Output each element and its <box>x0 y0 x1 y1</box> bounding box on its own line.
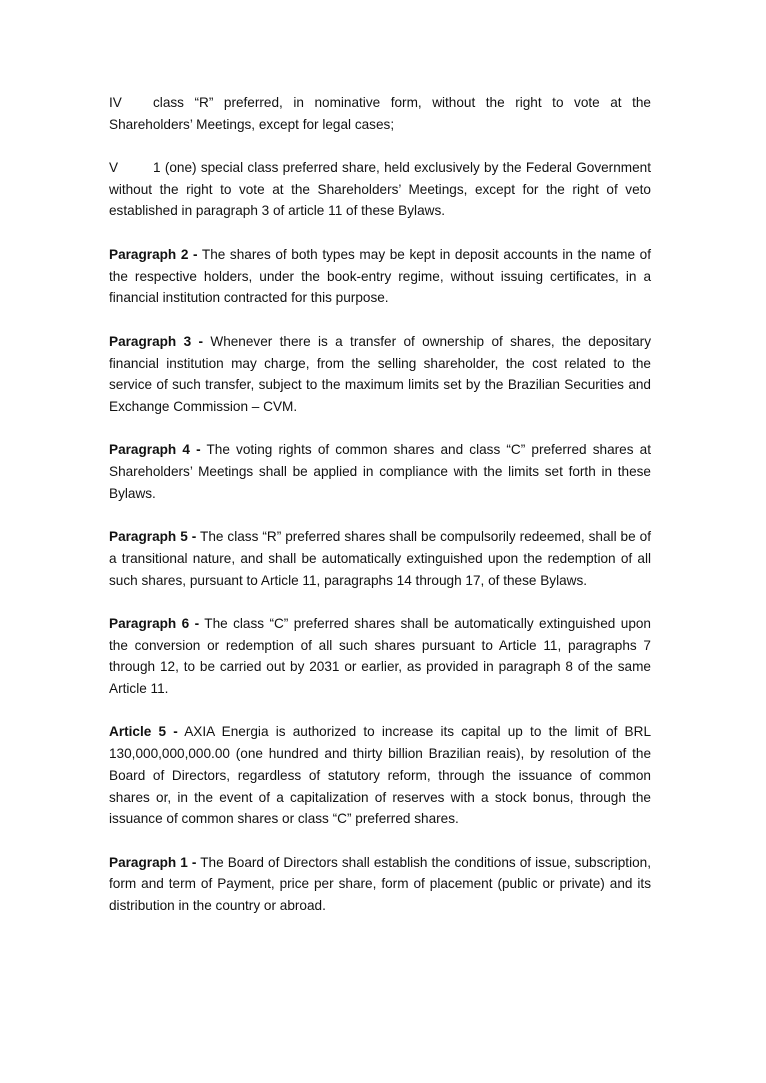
paragraph-text: The shares of both types may be kept in deposit accounts in the name of the respective holders, under the book-entry regime, without issuing certificates, in a financial institution contracted for this purpose. <box>109 247 651 306</box>
paragraph-6 <box>109 613 651 700</box>
item-v <box>109 157 651 222</box>
document-page <box>109 92 651 938</box>
paragraph-heading: Paragraph 3 - <box>109 333 204 349</box>
paragraph-heading: Paragraph 1 - <box>109 854 197 870</box>
paragraph-heading: Paragraph 4 - <box>109 442 201 458</box>
paragraph-text: The voting rights of common shares and class “C” preferred shares at Shareholders’ Meetings shall be applied in compliance with the limits set forth in these Bylaws. <box>109 442 651 501</box>
paragraph-text: The class “R” preferred shares shall be compulsorily redeemed, shall be of a transitional nature, and shall be automatically extinguished upon the redemption of all such shares, pursuant to Article 11, paragraphs 14 through 17, of these Bylaws. <box>109 529 651 588</box>
paragraph-text: The class “C” preferred shares shall be automatically extinguished upon the conversion or redemption of all such shares pursuant to Article 11, paragraphs 7 through 12, to be carried out by 2031 or earlier, as provided in paragraph 8 of the same Article 11. <box>109 615 651 697</box>
article-5-paragraph-1 <box>109 852 651 917</box>
paragraph-text: The Board of Directors shall establish the conditions of issue, subscription, form and term of Payment, price per share, form of placement (public or private) and its distribution in the country or abroad. <box>109 854 651 914</box>
paragraph-2 <box>109 244 651 309</box>
paragraph-3 <box>109 331 651 418</box>
paragraph-heading: Paragraph 6 - <box>109 615 200 631</box>
article-text: AXIA Energia is authorized to increase its capital up to the limit of BRL 130,000,000,000.00 (one hundred and thirty billion Brazilian reais), by resolution of the Board of Directors, regardless of statutory reform, through the issuance of common shares or, in the event of a capitalization of reserves with a stock bonus, through the issuance of common shares or class “C” preferred shares. <box>109 724 651 827</box>
item-label: V <box>109 159 119 175</box>
paragraph-heading: Paragraph 2 - <box>109 247 198 263</box>
item-text: 1 (one) special class preferred share, held exclusively by the Federal Government without the right to vote at the Shareholders’ Meetings, except for the right of veto established in paragraph 3 of article 11 of these Bylaws. <box>109 159 651 219</box>
paragraph-heading: Paragraph 5 - <box>109 529 197 545</box>
article-heading: Article 5 - <box>109 724 178 740</box>
article-5 <box>109 721 651 830</box>
paragraph-4 <box>109 439 651 504</box>
paragraph-5 <box>109 526 651 591</box>
item-label: IV <box>109 95 122 110</box>
paragraph-text: Whenever there is a transfer of ownership of shares, the depositary financial institution may charge, from the selling shareholder, the cost related to the service of such transfer, subject to the maximum limits set by the Brazilian Securities and Exchange Commission – CVM. <box>109 333 651 414</box>
item-text: class “R” preferred, in nominative form, without the right to vote at the Shareholders’ Meetings, except for legal cases; <box>109 95 651 132</box>
item-iv <box>109 92 651 135</box>
